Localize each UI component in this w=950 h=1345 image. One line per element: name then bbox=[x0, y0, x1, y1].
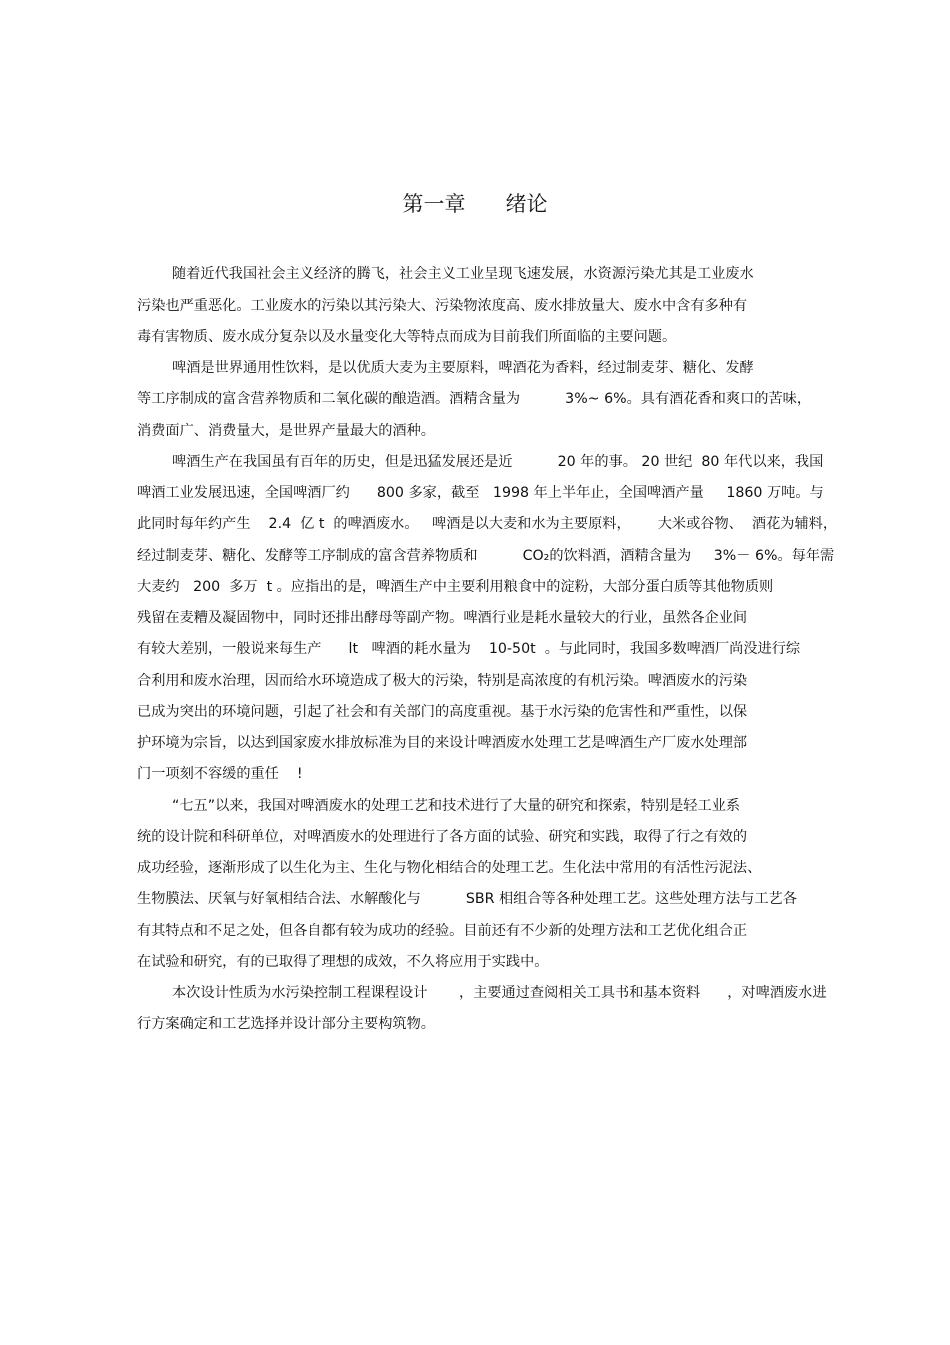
paragraph-4-line-2: 统的设计院和科研单位，对啤酒废水的处理进行了各方面的试验、研究和实践，取得了行之有效的 bbox=[137, 829, 748, 845]
paragraph-3-line-5: 大麦约 200 多万 t 。应指出的是，啤酒生产中主要利用粮食中的淀粉，大部分蛋白质等其他物质则 bbox=[137, 579, 774, 595]
paragraph-3-line-2: 啤酒工业发展迅速，全国啤酒厂约 800 多家，截至 1998 年上半年止，全国啤酒产量 1860 万吨。与 bbox=[137, 485, 824, 501]
paragraph-4-line-3: 成功经验，逐渐形成了以生化为主、生化与物化相结合的处理工艺。生化法中常用的有活性污泥法、 bbox=[137, 860, 762, 876]
paragraph-1-line-1: 随着近代我国社会主义经济的腾飞，社会主义工业呈现飞速发展，水资源污染尤其是工业废水 bbox=[172, 266, 754, 282]
paragraph-3-line-7: 有较大差别，一般说来每生产 lt 啤酒的耗水量为 10-50t 。与此同时，我国多数啤酒厂尚没进行综 bbox=[137, 641, 801, 657]
paragraph-3-line-4: 经过制麦芽、糖化、发酵等工序制成的富含营养物质和 CO₂的饮料酒，酒精含量为 3%－ 6%。每年需 bbox=[137, 548, 835, 564]
paragraph-3-line-3: 此同时每年约产生 2.4 亿 t 的啤酒废水。 啤酒是以大麦和水为主要原料， 大米或谷物、 酒花为辅料， bbox=[137, 516, 838, 532]
paragraph-3-line-9: 已成为突出的环境问题，引起了社会和有关部门的高度重视。基于水污染的危害性和严重性，以保 bbox=[137, 704, 748, 720]
paragraph-4-line-1: “七五”以来，我国对啤酒废水的处理工艺和技术进行了大量的研究和探索，特别是轻工业系 bbox=[172, 798, 741, 814]
paragraph-4-line-4: 生物膜法、厌氧与好氧相结合法、水解酸化与 SBR 相组合等各种处理工艺。这些处理方法与工艺各 bbox=[137, 891, 797, 907]
paragraph-1-line-2: 污染也严重恶化。工业废水的污染以其污染大、污染物浓度高、废水排放量大、废水中含有多种有 bbox=[137, 298, 748, 314]
paragraph-4-line-6: 在试验和研究，有的已取得了理想的成效，不久将应用于实践中。 bbox=[137, 954, 549, 970]
paragraph-5-line-2: 行方案确定和工艺选择并设计部分主要构筑物。 bbox=[137, 1016, 435, 1032]
paragraph-4-line-5: 有其特点和不足之处，但各自都有较为成功的经验。目前还有不少新的处理方法和工艺优化组合正 bbox=[137, 923, 748, 939]
paragraph-3-line-10: 护环境为宗旨，以达到国家废水排放标准为目的来设计啤酒废水处理工艺是啤酒生产厂废水处理部 bbox=[137, 735, 748, 751]
paragraph-3-line-1: 啤酒生产在我国虽有百年的历史，但是迅猛发展还是近 20 年的事。 20 世纪 80 年代以来，我国 bbox=[172, 454, 824, 470]
paragraph-3-line-8: 合利用和废水治理，因而给水环境造成了极大的污染，特别是高浓度的有机污染。啤酒废水的污染 bbox=[137, 673, 748, 689]
paragraph-3-line-6: 残留在麦糟及凝固物中，同时还排出酵母等副产物。啤酒行业是耗水量较大的行业，虽然各企业间 bbox=[137, 610, 748, 626]
paragraph-2-line-1: 啤酒是世界通用性饮料，是以优质大麦为主要原料，啤酒花为香料，经过制麦芽、糖化、发酵 bbox=[172, 360, 754, 376]
paragraph-2-line-2: 等工序制成的富含营养物质和二氧化碳的酿造酒。酒精含量为 3%~ 6%。具有酒花香和爽口的苦味， bbox=[137, 391, 812, 407]
paragraph-2-line-3: 消费面广、消费量大，是世界产量最大的酒种。 bbox=[137, 423, 435, 439]
paragraph-1-line-3: 毒有害物质、废水成分复杂以及水量变化大等特点而成为目前我们所面临的主要问题。 bbox=[137, 329, 677, 345]
paragraph-5-line-1: 本次设计性质为水污染控制工程课程设计 ，主要通过查阅相关工具书和基本资料 ，对啤酒废水进 bbox=[172, 985, 827, 1001]
paragraph-3-line-11: 门一项刻不容缓的重任 ! bbox=[137, 766, 303, 782]
chapter-title: 第一章 绪论 bbox=[402, 192, 548, 216]
